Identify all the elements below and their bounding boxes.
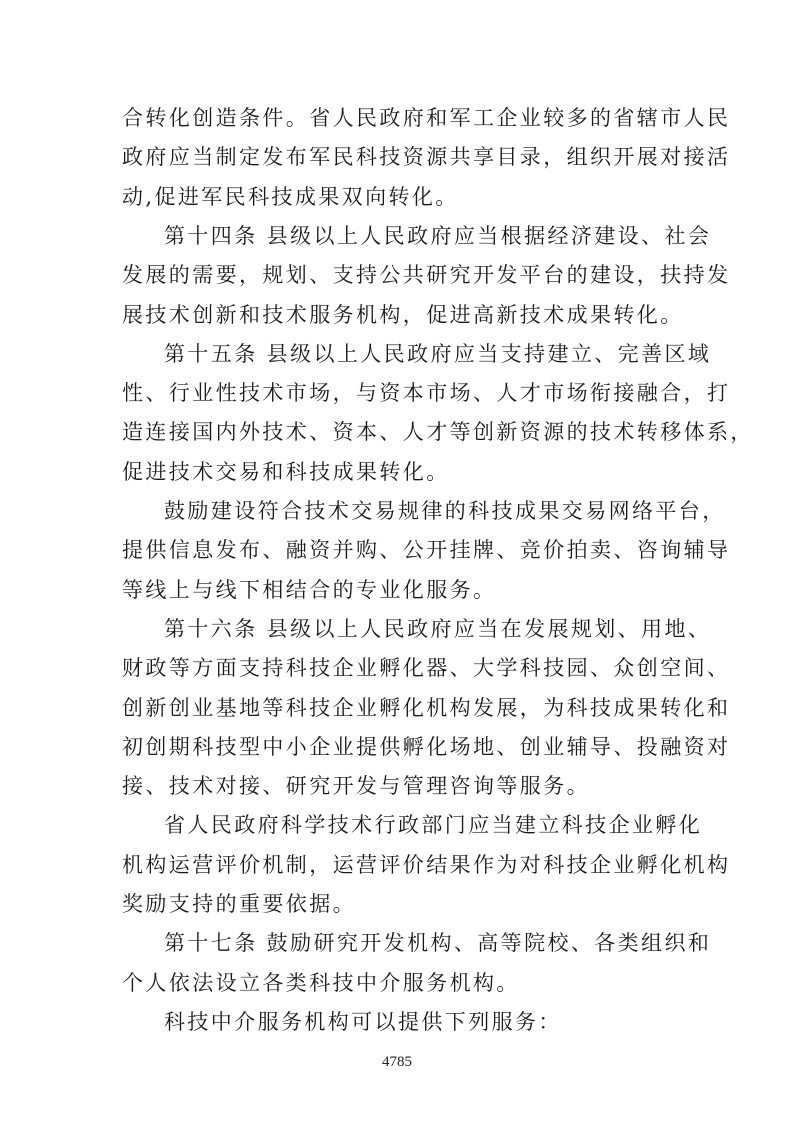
text-line: 提供信息发布、融资并购、公开挂牌、竞价拍卖、咨询辅导 [122,538,731,562]
paragraph-start-line: 鼓励建设符合技术交易规律的科技成果交易网络平台， [164,499,726,523]
text-line: 创新创业基地等科技企业孵化机构发展，为科技成果转化和 [122,696,731,720]
text-line: 促进技术交易和科技成果转化。 [122,460,450,484]
text-line: 性、行业性技术市场，与资本市场、人才市场衔接融合，打 [122,381,731,405]
text-line: 合转化创造条件。省人民政府和军工企业较多的省辖市人民 [122,106,731,130]
text-line: 等线上与线下相结合的专业化服务。 [122,578,497,602]
text-line: 政府应当制定发布军民科技资源共享目录，组织开展对接活 [122,145,731,169]
paragraph-start-line: 省人民政府科学技术行政部门应当建立科技企业孵化 [164,813,703,837]
text-line: 造连接国内外技术、资本、人才等创新资源的技术转移体系， [122,420,754,444]
text-line: 财政等方面支持科技企业孵化器、大学科技园、众创空间、 [122,656,731,680]
article-16-heading-line: 第十六条 县级以上人民政府应当在发展规划、用地、 [164,617,712,641]
page-number: 4785 [382,1054,412,1070]
text-line: 动,促进军民科技成果双向转化。 [122,185,459,209]
paragraph-start-line: 科技中介服务机构可以提供下列服务： [164,1010,562,1034]
text-line: 展技术创新和技术服务机构，促进高新技术成果转化。 [122,303,684,327]
article-15-heading-line: 第十五条 县级以上人民政府应当支持建立、完善区域 [164,342,712,366]
text-line: 发展的需要，规划、支持公共研究开发平台的建设，扶持发 [122,263,731,287]
text-line: 接、技术对接、研究开发与管理咨询等服务。 [122,774,590,798]
article-14-heading-line: 第十四条 县级以上人民政府应当根据经济建设、社会 [164,224,712,248]
text-line: 机构运营评价机制，运营评价结果作为对科技企业孵化机构 [122,853,731,877]
text-line: 奖励支持的重要依据。 [122,892,356,916]
text-line: 初创期科技型中小企业提供孵化场地、创业辅导、投融资对 [122,735,731,759]
text-line: 个人依法设立各类科技中介服务机构。 [122,971,520,995]
article-17-heading-line: 第十七条 鼓励研究开发机构、高等院校、各类组织和 [164,931,712,955]
